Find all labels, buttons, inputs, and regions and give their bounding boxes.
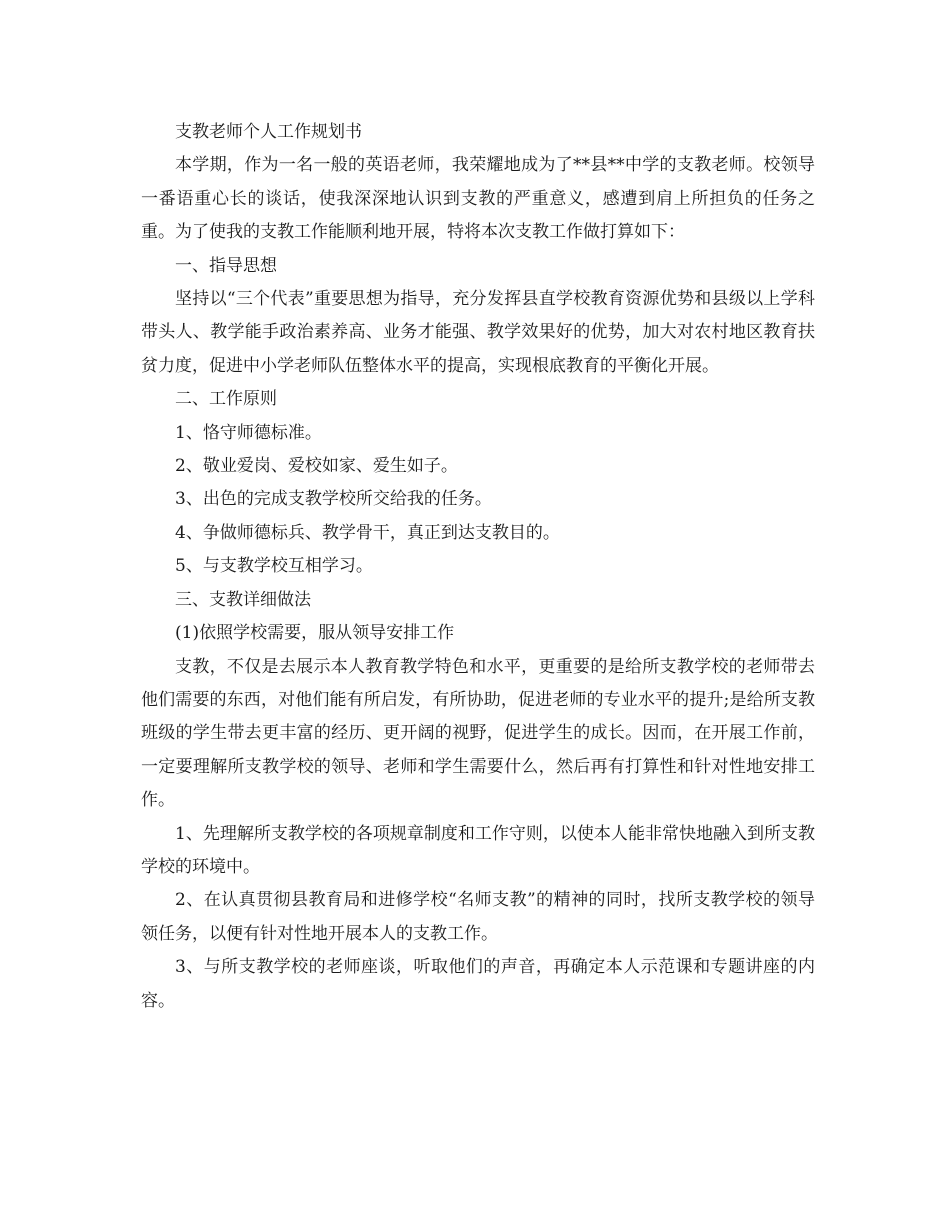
paragraph-practices: 支教，不仅是去展示本人教育教学特色和水平，更重要的是给所支教学校的老师带去他们需要的东西，对他们能有所启发，有所协助，促进老师的专业水平的提升;是给所支教班级的学生带去更丰富的经历、更开阔的视野，促进学生的成长。因而，在开展工作前，一定要理解所支教学校的领导、老师和学生需要什么，然后再有打算性和针对性地安排工作。 [141,656,815,811]
section-heading-practices: 三、支教详细做法 [175,589,311,610]
paragraph-guiding-thought: 坚持以“三个代表”重要思想为指导，充分发挥县直学校教育资源优势和县级以上学科带头人、教学能手政治素养高、业务才能强、教学效果好的优势，加大对农村地区教育扶贫力度，促进中小学老师队伍整体水平的提高，实现根底教育的平衡化开展。 [141,289,815,376]
section-heading-work-principles: 二、工作原则 [175,389,277,410]
principle-item-2: 2、敬业爱岗、爱校如家、爱生如子。 [175,456,458,477]
document-body [141,116,815,1018]
paragraph-intro: 本学期，作为一名一般的英语老师，我荣耀地成为了**县**中学的支教老师。校领导一番语重心长的谈话，使我深深地认识到支教的严重意义，感遭到肩上所担负的任务之重。为了使我的支教工作能顺利地开展，特将本次支教工作做打算如下： [141,155,815,243]
practice-item-1: 1、先理解所支教学校的各项规章制度和工作守则，以使本人能非常快地融入到所支教学校的环境中。 [141,823,815,877]
principle-item-4: 4、争做师德标兵、教学骨干，真正到达支教目的。 [175,522,560,543]
document-title: 支教老师个人工作规划书 [175,122,362,142]
section-heading-guiding-thought: 一、指导思想 [175,255,277,276]
principle-item-5: 5、与支教学校互相学习。 [175,556,373,577]
principle-item-1: 1、恪守师德标准。 [175,422,322,443]
principle-item-3: 3、出色的完成支教学校所交给我的任务。 [175,489,492,510]
subsection-heading-1: (1)依照学校需要，服从领导安排工作 [175,623,455,644]
practice-item-2: 2、在认真贯彻县教育局和进修学校“名师支教”的精神的同时，找所支教学校的领导领任务，以便有针对性地开展本人的支教工作。 [141,890,815,944]
practice-item-3: 3、与所支教学校的老师座谈，听取他们的声音，再确定本人示范课和专题讲座的内容。 [141,957,815,1011]
